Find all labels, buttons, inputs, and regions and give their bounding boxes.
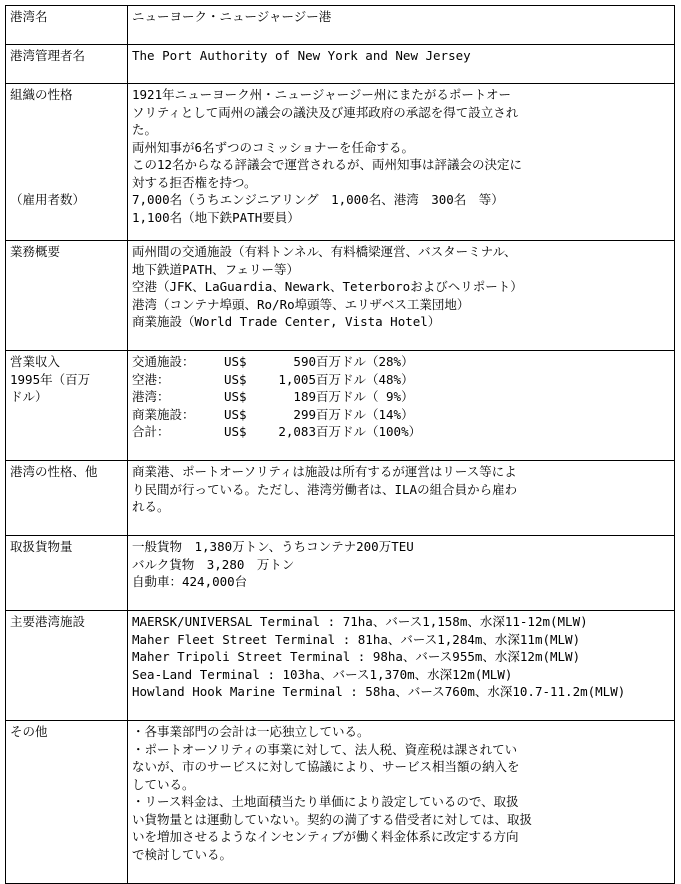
revenue-item-share: （100%）	[366, 424, 422, 439]
revenue-item-share: （ 9%）	[366, 389, 414, 404]
value-revenue	[128, 351, 675, 461]
business-line: 地下鉄道PATH、フェリー等）	[132, 261, 299, 277]
revenue-item-amount: 189百万ドル	[293, 389, 366, 404]
other-line: ・各事業部門の会計は一応独立している。	[132, 724, 370, 739]
facility-line: Maher Fleet Street Terminal : 81ha、バース1,284m、水深11m(MLW)	[132, 631, 581, 647]
label-port-facilities: 主要港湾施設	[6, 611, 128, 721]
row-port-character	[6, 461, 675, 536]
org-line: 両州知事が6名ずつのコミッショナーを任命する。	[132, 139, 415, 155]
revenue-item	[132, 388, 670, 406]
revenue-item-amount: 2,083百万ドル	[278, 424, 366, 439]
value-organization	[128, 84, 675, 241]
other-line: で検討している。	[132, 846, 233, 862]
revenue-item-share: （28%）	[366, 354, 414, 369]
label-revenue-unit: ドル）	[10, 389, 48, 404]
other-line: している。	[132, 776, 195, 792]
revenue-item-amount: 299百万ドル	[293, 406, 366, 422]
revenue-item-currency: US$	[224, 371, 247, 387]
facility-line: MAERSK/UNIVERSAL Terminal : 71ha、バース1,158m、水深11-12m(MLW)	[132, 614, 588, 629]
label-port-admin: 港湾管理者名	[6, 45, 128, 84]
facility-line: Howland Hook Marine Terminal : 58ha、バース760m、水深10.7-11.2m(MLW)	[132, 684, 626, 699]
value-port-character	[128, 461, 675, 536]
label-revenue-cell	[6, 351, 128, 461]
revenue-item-currency: US$	[224, 406, 247, 422]
value-business-overview	[128, 241, 675, 351]
other-line: ・リース料金は、土地面積当たり単価により設定しているので、取扱	[132, 794, 519, 809]
revenue-item-amount: 1,005百万ドル	[278, 371, 366, 387]
value-port-name: ニューヨーク・ニュージャージー港	[128, 6, 675, 45]
cargo-line: 一般貨物 1,380万トン、うちコンテナ200万TEU	[132, 539, 414, 554]
label-port-name: 港湾名	[6, 6, 128, 45]
row-port-name	[6, 6, 675, 45]
row-business-overview	[6, 241, 675, 351]
other-line: いを増加させるようなインセンティブが働く料金体系に改定する方向	[132, 829, 519, 844]
value-cargo-volume	[128, 536, 675, 611]
label-other: その他	[6, 721, 128, 884]
org-line: ソリティとして両州の議会の議決及び連邦政府の承認を得て設立され	[132, 104, 519, 120]
character-line: 商業港、ポートオーソリティは施設は所有するが運営はリース等によ	[132, 464, 517, 479]
revenue-item	[132, 371, 670, 389]
revenue-item-amount: 590百万ドル	[293, 354, 366, 369]
label-organization: 組織の性格	[10, 87, 73, 102]
business-line: 商業施設（World Trade Center, Vista Hotel）	[132, 314, 441, 329]
other-line: ・ポートオーソリティの事業に対して、法人税、資産税は課されてい	[132, 741, 518, 757]
business-line: 港湾（コンテナ埠頭、Ro/Ro埠頭等、エリザベス工業団地）	[132, 296, 470, 312]
revenue-item-name: 空港：	[132, 371, 170, 387]
revenue-item-currency: US$	[224, 424, 247, 439]
revenue-item	[132, 423, 670, 441]
org-line: た。	[132, 122, 158, 137]
row-port-admin	[6, 45, 675, 84]
character-line: り民間が行っている。ただし、港湾労働者は、ILAの組合員から雇わ	[132, 481, 518, 497]
row-other	[6, 721, 675, 884]
label-employees: （雇用者数）	[10, 192, 86, 207]
value-port-admin: The Port Authority of New York and New Jersey	[128, 45, 675, 84]
cargo-line: バルク貨物 3,280 万トン	[132, 556, 295, 572]
port-info-table	[5, 5, 675, 884]
revenue-item-name: 交通施設：	[132, 354, 195, 369]
revenue-item-currency: US$	[224, 354, 247, 369]
label-organization-cell	[6, 84, 128, 241]
label-business-overview: 業務概要	[6, 241, 128, 351]
revenue-item-name: 商業施設：	[132, 406, 195, 422]
revenue-item-name: 港湾：	[132, 389, 170, 404]
revenue-item-share: （14%）	[366, 406, 414, 422]
other-line: い貨物量とは運動していない。契約の満了する借受者に対しては、取扱	[132, 811, 533, 827]
org-line: 1921年ニューヨーク州・ニュージャージー州にまたがるポートオー	[132, 87, 511, 102]
row-port-facilities	[6, 611, 675, 721]
label-port-character: 港湾の性格、他	[6, 461, 128, 536]
other-line: ないが、市のサービスに対して協議により、サービス相当額の納入を	[132, 759, 520, 774]
employees-line: 7,000名（うちエンジニアリング 1,000名、港湾 300名 等）	[132, 192, 504, 207]
org-line: この12名からなる評議会で運営されるが、両州知事は評議会の決定に	[132, 157, 523, 172]
revenue-item	[132, 353, 670, 371]
row-revenue	[6, 351, 675, 461]
label-revenue-year: 1995年（百万	[10, 371, 91, 387]
cargo-line: 自動車：424,000台	[132, 574, 248, 589]
business-line: 両州間の交通施設（有料トンネル、有料橋梁運営、バスターミナル、	[132, 244, 517, 259]
value-other	[128, 721, 675, 884]
character-line: れる。	[132, 499, 170, 514]
org-line: 対する拒否権を持つ。	[132, 174, 257, 190]
label-cargo-volume: 取扱貨物量	[6, 536, 128, 611]
revenue-item	[132, 406, 670, 424]
facility-line: Maher Tripoli Street Terminal : 98ha、バース955m、水深12m(MLW)	[132, 649, 581, 664]
revenue-item-share: （48%）	[366, 371, 414, 387]
revenue-item-name: 合計：	[132, 424, 170, 439]
business-line: 空港（JFK、LaGuardia、Newark、Teterboroおよびヘリポート）	[132, 279, 523, 294]
row-cargo-volume	[6, 536, 675, 611]
row-organization	[6, 84, 675, 241]
value-port-facilities	[128, 611, 675, 721]
employees-line: 1,100名（地下鉄PATH要員）	[132, 209, 300, 225]
facility-line: Sea-Land Terminal : 103ha、バース1,370m、水深12m(MLW)	[132, 666, 513, 682]
label-revenue: 営業収入	[10, 354, 61, 369]
revenue-item-currency: US$	[224, 389, 247, 404]
